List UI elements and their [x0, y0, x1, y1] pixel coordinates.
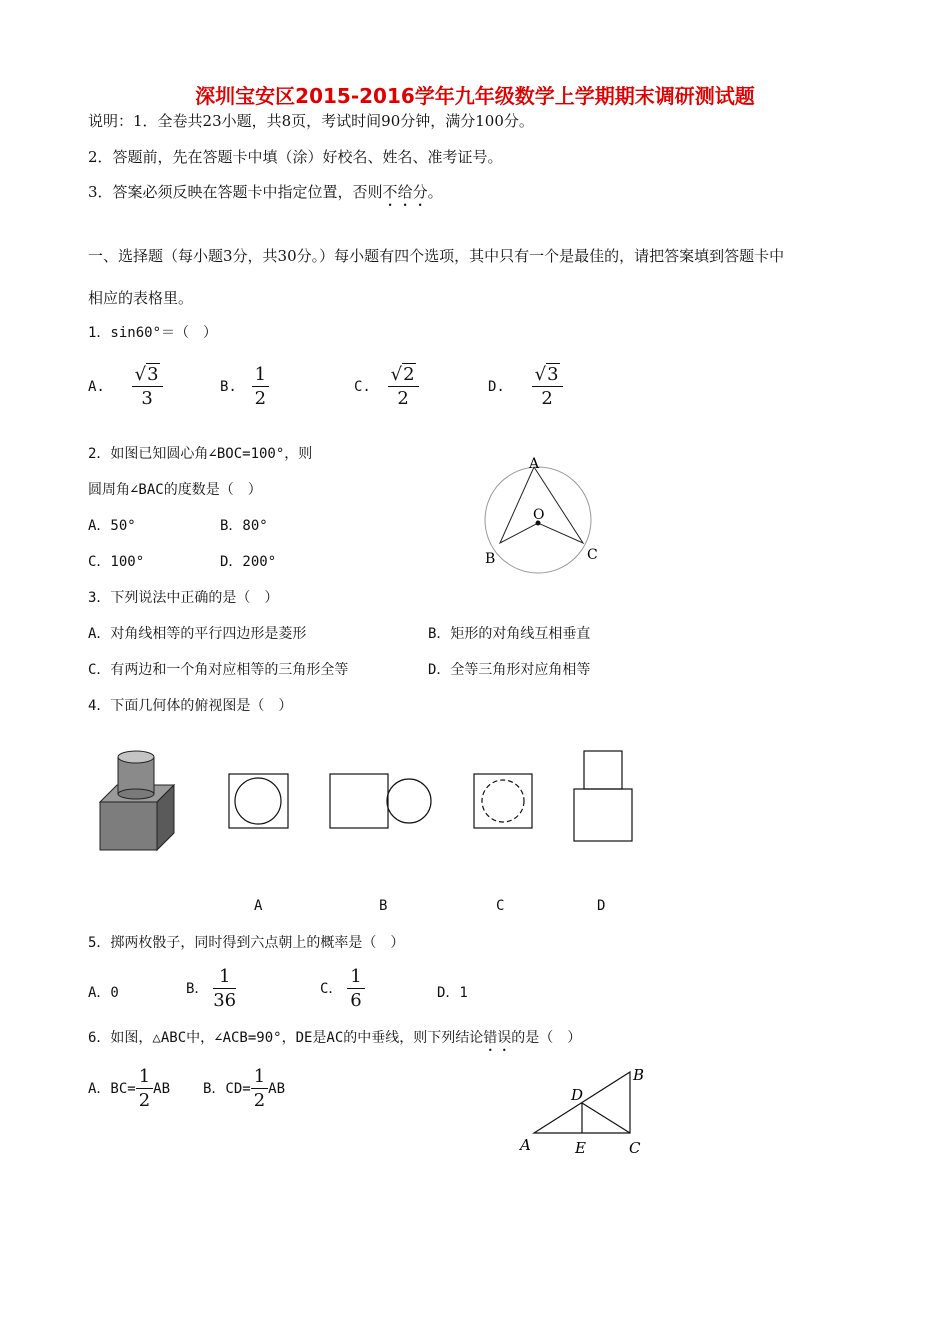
label-e: E: [575, 1139, 586, 1157]
figure-label-a: A: [254, 898, 263, 914]
numerator: √3: [532, 366, 563, 387]
question-2-option-a: A．50°: [88, 518, 136, 534]
fraction: [251, 1068, 268, 1110]
figure-label-d: D: [597, 898, 606, 914]
section-heading-line-2: 相应的表格里。: [88, 289, 194, 307]
section-heading-line-1: 一、选择题（每小题3分，共30分。）每小题有四个选项，其中只有一个是最佳的，请把答案填到答题卡中: [88, 247, 785, 265]
question-3-stem: 3．下列说法中正确的是（ ）: [88, 590, 279, 606]
question-5-stem: 5．掷两枚骰子，同时得到六点朝上的概率是（ ）: [88, 935, 405, 951]
radicand: 2: [403, 364, 415, 385]
numerator: √2: [388, 366, 419, 387]
option-letter: D.: [488, 379, 505, 395]
fraction: [136, 1068, 153, 1110]
emphasis-char: 给: [397, 183, 413, 201]
numerator: √3: [132, 366, 163, 387]
question-3-option-a: A．对角线相等的平行四边形是菱形: [88, 626, 307, 642]
emphasis-char: 分: [412, 183, 428, 201]
question-5-option-a: A．0: [88, 985, 119, 1001]
question-3-option-b: B．矩形的对角线互相垂直: [428, 626, 591, 642]
option-a-view: [229, 774, 288, 828]
question-1-option-d: [488, 366, 563, 408]
label-d: D: [571, 1086, 584, 1104]
question-1-stem: 1．sin60°＝（ ）: [88, 325, 218, 341]
question-1-option-b: [220, 366, 269, 408]
page-title: 深圳宝安区2015-2016学年九年级数学上学期期末调研测试题: [195, 84, 755, 108]
question-1-option-c: [354, 366, 419, 408]
label-b: B: [633, 1066, 645, 1084]
option-c-view: [474, 774, 532, 828]
fraction: [388, 366, 419, 408]
option-letter: C．: [320, 981, 343, 997]
instruction-line-3: [88, 181, 443, 202]
option-d-view: [574, 751, 632, 841]
option-text-end: AB: [268, 1081, 286, 1097]
denominator: 2: [254, 388, 267, 409]
question-5-option-c: [320, 968, 365, 1010]
option-letter: C.: [354, 379, 371, 395]
question-3-option-d: D．全等三角形对应角相等: [428, 662, 591, 678]
instruction-line-2: 2．答题前，先在答题卡中填（涂）好校名、姓名、准考证号。: [88, 148, 503, 166]
question-2-option-b: B．80°: [220, 518, 268, 534]
denominator: 6: [350, 990, 362, 1011]
denominator: 2: [541, 388, 553, 409]
question-2-stem-2: 圆周角∠BAC的度数是（ ）: [88, 482, 262, 498]
option-letter: B.: [220, 379, 237, 395]
label-c: C: [587, 547, 598, 563]
label-b: B: [485, 551, 496, 567]
fraction: [347, 968, 364, 1010]
solid-figure: [100, 751, 174, 850]
denominator: 2: [397, 388, 409, 409]
denominator: 2: [253, 1090, 266, 1111]
figure-label-c: C: [496, 898, 505, 914]
question-2-option-d: D．200°: [220, 554, 277, 570]
label-a: A: [520, 1136, 531, 1154]
option-letter: B．: [186, 981, 209, 997]
option-text-end: AB: [153, 1081, 171, 1097]
figure-label-b: B: [379, 898, 388, 914]
fraction: [132, 366, 163, 408]
question-5-option-b: [186, 968, 236, 1010]
instruction-line-1: 说明：1．全卷共23小题，共8页，考试时间90分钟，满分100分。: [88, 112, 534, 130]
numerator: 1: [136, 1068, 153, 1089]
numerator: 1: [252, 366, 269, 387]
emphasis-char: 误: [497, 1030, 512, 1046]
radicand: 3: [547, 364, 559, 385]
question-5-option-d: D．1: [437, 985, 468, 1001]
option-text: B．CD=: [203, 1081, 251, 1097]
option-b-view: [330, 774, 431, 828]
option-letter: A.: [88, 379, 105, 395]
question-6-option-a: [88, 1068, 170, 1110]
question-4-stem: 4．下面几何体的俯视图是（ ）: [88, 698, 293, 714]
instruction-line-3-text: 3．答案必须反映在答题卡中指定位置，否则: [88, 183, 383, 201]
label-a: A: [529, 456, 540, 472]
instruction-line-3-end: 。: [427, 183, 443, 201]
denominator: 36: [213, 990, 237, 1011]
denominator: 3: [141, 388, 153, 409]
numerator: 1: [347, 968, 364, 989]
fraction: [213, 968, 236, 1010]
question-2-stem-1: 2．如图已知圆心角∠BOC=100°，则: [88, 446, 313, 462]
fraction: [532, 366, 563, 408]
numerator: 1: [251, 1068, 268, 1089]
segment-dc: [582, 1103, 630, 1133]
circle-angle-figure: [470, 450, 610, 580]
emphasis-char: 不: [382, 183, 398, 201]
radicand: 3: [147, 364, 159, 385]
question-6-option-b: [203, 1068, 285, 1110]
top-view-figures: [90, 745, 650, 860]
numerator: 1: [213, 968, 236, 989]
question-2-option-c: C．100°: [88, 554, 145, 570]
denominator: 2: [138, 1090, 151, 1111]
question-6-stem: [88, 1027, 581, 1047]
fraction: [252, 366, 269, 408]
question-1-option-a: [88, 366, 163, 408]
option-text: A．BC=: [88, 1081, 136, 1097]
label-o: O: [533, 507, 545, 523]
question-3-option-c: C．有两边和一个角对应相等的三角形全等: [88, 662, 349, 678]
question-6-stem-text: 6．如图，△ABC中，∠ACB=90°，DE是AC的中垂线，则下列结论: [88, 1030, 484, 1046]
emphasis-char: 错: [483, 1030, 498, 1046]
triangle-figure: [510, 1060, 670, 1160]
label-c: C: [629, 1139, 641, 1157]
question-6-stem-end: 的是（ ）: [511, 1030, 582, 1046]
